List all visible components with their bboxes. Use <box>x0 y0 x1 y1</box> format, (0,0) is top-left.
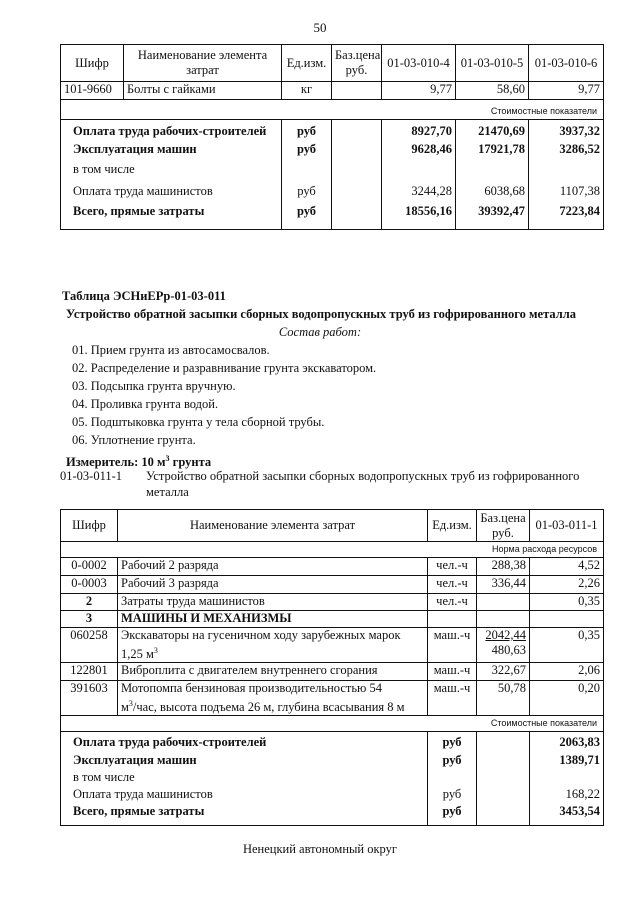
summary-value-3: 3286,52 <box>529 142 604 162</box>
summary-value-1: 2063,83 <box>530 732 604 753</box>
cell-code: 391603 <box>61 681 118 716</box>
summary-name: Оплата труда машинистов <box>61 184 282 204</box>
summary-unit: руб <box>428 787 477 804</box>
cell-unit: чел.-ч <box>428 558 477 576</box>
header-col-1: 01-03-010-4 <box>382 45 456 82</box>
meter: Измеритель: 10 $м^3$ грунта <box>66 454 212 470</box>
header-name: Наименование элемента затрат <box>124 45 282 82</box>
summary-name: Всего, прямые затраты <box>61 804 428 826</box>
summary-name: в том числе <box>61 162 282 184</box>
machines-code: 3 <box>61 611 118 628</box>
summary-unit: руб <box>428 753 477 770</box>
table-row <box>61 770 604 787</box>
cell-unit: кг <box>282 82 332 100</box>
cell-name: Виброплита с двигателем внутреннего сгорания <box>118 663 428 681</box>
cell-price <box>477 594 530 611</box>
summary-unit: руб <box>282 204 332 230</box>
cell-code: 101-9660 <box>61 82 124 100</box>
summary-value-2: 39392,47 <box>456 204 529 230</box>
table-title: Таблица ЭСНиЕРр-01-03-011 <box>62 289 226 303</box>
cell-code: 122801 <box>61 663 118 681</box>
cell-code: 2 <box>61 594 118 611</box>
machines-label: МАШИНЫ И МЕХАНИЗМЫ <box>118 611 428 628</box>
item-code: 01-03-011-1 <box>60 469 123 483</box>
cell-code: 0-0002 <box>61 558 118 576</box>
table-row <box>61 594 604 611</box>
summary-unit: руб <box>282 184 332 204</box>
summary-name: Всего, прямые затраты <box>61 204 282 230</box>
item-text-line-2: металла <box>146 485 189 499</box>
summary-value-2: 21470,69 <box>456 120 529 142</box>
table-row <box>61 804 604 826</box>
list-item: 01. Прием грунта из автосамосвалов. <box>72 343 270 357</box>
table-row <box>61 558 604 576</box>
header-col-2: 01-03-010-5 <box>456 45 529 82</box>
list-item: 04. Проливка грунта водой. <box>72 397 219 411</box>
table-row <box>61 576 604 594</box>
cell-price: 288,38 <box>477 558 530 576</box>
summary-name: Оплата труда рабочих-строителей <box>61 732 428 753</box>
summary-value-1: 8927,70 <box>382 120 456 142</box>
section-title: Устройство обратной засыпки сборных водопропускных труб из гофрированного металла <box>66 307 577 321</box>
table-row <box>61 663 604 681</box>
works-list <box>72 342 376 450</box>
summary-unit: руб <box>282 142 332 162</box>
summary-value-1: 1389,71 <box>530 753 604 770</box>
cell-name: Рабочий 3 разряда <box>118 576 428 594</box>
summary-name: в том числе <box>61 770 428 787</box>
cell-price: 322,67 <box>477 663 530 681</box>
cell-name: Экскаваторы на гусеничном ходу зарубежных марок 1,25 $м^3$ <box>118 628 428 663</box>
cell-value-1: 9,77 <box>382 82 456 100</box>
table-row <box>61 142 604 162</box>
summary-value-1: 168,22 <box>530 787 604 804</box>
list-item: 05. Подштыковка грунта у тела сборной трубы. <box>72 415 325 429</box>
list-item: 06. Уплотнение грунта. <box>72 433 196 447</box>
list-item: 03. Подсыпка грунта вручную. <box>72 379 236 393</box>
cell-value-1: 0,35 <box>530 628 604 663</box>
table-row <box>61 787 604 804</box>
cell-name: Болты с гайками <box>124 82 282 100</box>
cell-name: Затраты труда машинистов <box>118 594 428 611</box>
table-2 <box>60 509 604 826</box>
summary-unit: руб <box>282 120 332 142</box>
cell-value-1: 2,06 <box>530 663 604 681</box>
cell-price: 336,44 <box>477 576 530 594</box>
header-price: Баз.цена руб. <box>332 45 382 82</box>
cell-value-1: 2,26 <box>530 576 604 594</box>
summary-name: Оплата труда рабочих-строителей <box>61 120 282 142</box>
header-col-1: 01-03-011-1 <box>530 510 604 542</box>
cell-unit: чел.-ч <box>428 576 477 594</box>
header-name: Наименование элемента затрат <box>118 510 428 542</box>
cell-price: 50,78 <box>477 681 530 716</box>
list-item: 02. Распределение и разравнивание грунта экскаватором. <box>72 361 377 375</box>
table-row <box>61 204 604 230</box>
table-row <box>61 611 604 628</box>
cell-price: 2042,44 480,63 <box>477 628 530 663</box>
summary-unit: руб <box>428 732 477 753</box>
cell-code: 0-0003 <box>61 576 118 594</box>
table-row <box>61 753 604 770</box>
table-row <box>61 628 604 663</box>
cell-unit: маш.-ч <box>428 628 477 663</box>
footer-region: Ненецкий автономный округ <box>242 842 398 856</box>
table-row <box>61 162 604 184</box>
cell-code: 060258 <box>61 628 118 663</box>
cell-unit: маш.-ч <box>428 663 477 681</box>
header-code: Шифр <box>61 45 124 82</box>
cell-value-2: 58,60 <box>456 82 529 100</box>
table-row <box>61 732 604 753</box>
cost-indicators-label: Стоимостные показатели <box>61 100 604 120</box>
header-code: Шифр <box>61 510 118 542</box>
cell-value-1: 0,35 <box>530 594 604 611</box>
cell-value-1: 0,20 <box>530 681 604 716</box>
summary-value-3: 7223,84 <box>529 204 604 230</box>
cell-price <box>332 82 382 100</box>
summary-value-2: 17921,78 <box>456 142 529 162</box>
cell-name: Рабочий 2 разряда <box>118 558 428 576</box>
summary-value-1: 9628,46 <box>382 142 456 162</box>
summary-value-3: 1107,38 <box>529 184 604 204</box>
summary-name: Эксплуатация машин <box>61 142 282 162</box>
summary-name: Эксплуатация машин <box>61 753 428 770</box>
summary-value-3: 3937,32 <box>529 120 604 142</box>
item-text-line-1: Устройство обратной засыпки сборных водопропускных труб из гофрированного <box>146 469 580 483</box>
cell-value-1: 4,52 <box>530 558 604 576</box>
header-unit: Ед.изм. <box>282 45 332 82</box>
summary-value-1: 3453,54 <box>530 804 604 826</box>
header-price: Баз.цена руб. <box>477 510 530 542</box>
cell-unit: чел.-ч <box>428 594 477 611</box>
header-col-3: 01-03-010-6 <box>529 45 604 82</box>
cell-unit: маш.-ч <box>428 681 477 716</box>
summary-value-1: 3244,28 <box>382 184 456 204</box>
table-row <box>61 184 604 204</box>
norm-label: Норма расхода ресурсов <box>61 542 604 558</box>
cell-name: Мотопомпа бензиновая производительностью 54 $м^3$/час, высота подъема 26 м, глубина всасывания 8 м <box>118 681 428 716</box>
table-row <box>61 681 604 716</box>
page-number: 50 <box>313 20 327 35</box>
summary-value-2: 6038,68 <box>456 184 529 204</box>
table-row <box>61 120 604 142</box>
table-row <box>61 82 604 100</box>
header-unit: Ед.изм. <box>428 510 477 542</box>
cost-indicators-label: Стоимостные показатели <box>61 716 604 732</box>
summary-value-1: 18556,16 <box>382 204 456 230</box>
summary-name: Оплата труда машинистов <box>61 787 428 804</box>
table-1 <box>60 44 604 230</box>
cell-value-3: 9,77 <box>529 82 604 100</box>
works-heading: Состав работ: <box>278 325 362 339</box>
summary-unit: руб <box>428 804 477 826</box>
